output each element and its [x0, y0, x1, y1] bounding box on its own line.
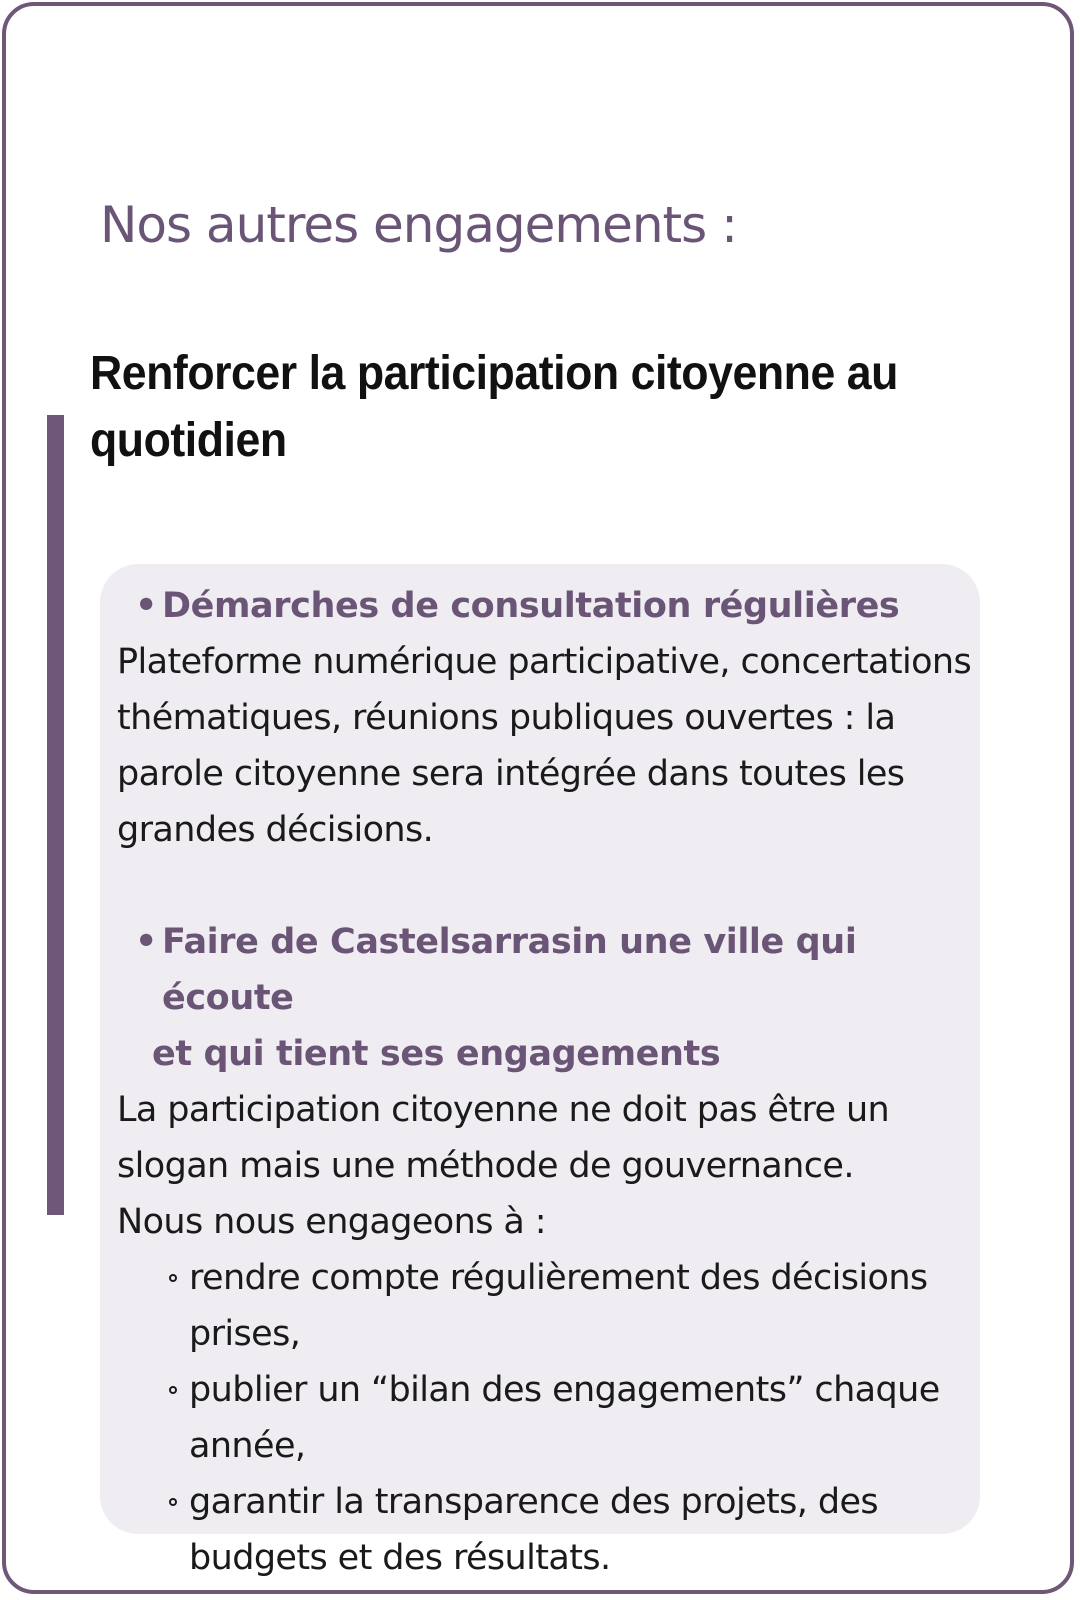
item-body-consultation: Plateforme numérique participative, concertations thématiques, réunions publiques ouvertes : la parole citoyenne sera intégrée dans toutes les grandes décisions.: [117, 642, 972, 850]
accent-bar: [47, 415, 64, 1215]
circle-bullet-icon: [169, 1386, 177, 1394]
commitments-list: [117, 1250, 977, 1586]
list-item: [117, 1250, 977, 1362]
commitments-content: [117, 578, 977, 1586]
commitments-card: [100, 564, 980, 1578]
bullet-icon: •: [135, 586, 157, 626]
circle-bullet-icon: [169, 1274, 177, 1282]
item-title-consultation: [117, 578, 977, 634]
bullet-icon: •: [135, 922, 157, 962]
item-title-line-2: et qui tient ses engagements: [152, 1034, 721, 1074]
commitments-intro: Nous nous engageons à :: [117, 1202, 546, 1242]
list-item: [117, 1362, 977, 1474]
section-subheading: Renforcer la participation citoyenne au quotidien: [90, 347, 898, 467]
section-heading: Nos autres engagements :: [100, 196, 737, 254]
item-body-governance: La participation citoyenne ne doit pas être un slogan mais une méthode de gouvernance.: [117, 1090, 890, 1186]
item-title-line-1: Faire de Castelsarrasin une ville qui écoute: [162, 922, 857, 1018]
list-item: [117, 1474, 977, 1586]
item-title-listening-city: [117, 914, 977, 1082]
circle-bullet-icon: [169, 1498, 177, 1506]
list-item-text: garantir la transparence des projets, des budgets et des résultats.: [189, 1482, 879, 1578]
spacer: [117, 858, 977, 914]
list-item-text: publier un “bilan des engagements” chaque année,: [189, 1370, 940, 1466]
list-item-text: rendre compte régulièrement des décisions prises,: [189, 1258, 928, 1354]
item-title-text: Démarches de consultation régulières: [162, 586, 900, 626]
